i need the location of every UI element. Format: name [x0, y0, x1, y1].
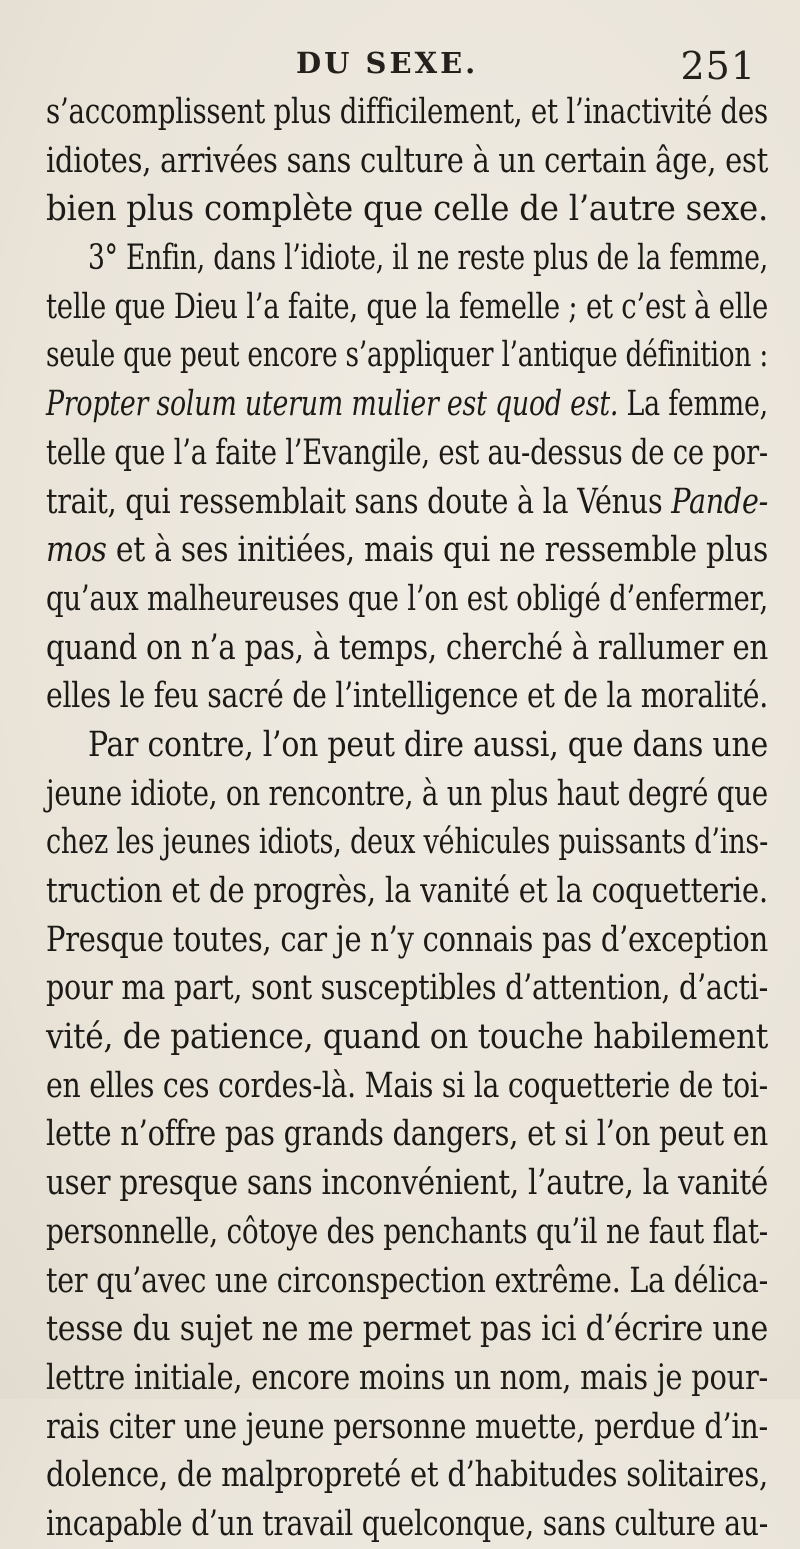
- text-line: telle que l’a faite l’Evangile, est au-dessus de ce por-: [46, 432, 768, 473]
- text-line: seule que peut encore s’appliquer l’antique définition :: [46, 335, 768, 376]
- text-line: elles le feu sacré de l’intelligence et de la moralité.: [46, 676, 769, 717]
- text-line: qu’aux malheureuses que l’on est obligé d’enfermer,: [46, 578, 769, 619]
- text-line: idiotes, arrivées sans culture à un certain âge, est: [46, 140, 768, 181]
- text-line: chez les jeunes idiots, deux véhicules puissants d’ins-: [46, 822, 769, 863]
- text-line: lettre initiale, encore moins un nom, mais je pour-: [46, 1357, 769, 1398]
- page-number: 251: [680, 44, 756, 88]
- body-text: [46, 88, 769, 1549]
- italic-text: Pande-: [671, 481, 769, 522]
- running-title: DU SEXE.: [296, 46, 479, 80]
- text-line: s’accomplissent plus difficilement, et l’inactivité des: [46, 92, 768, 132]
- pandemos-line-a: trait, qui ressemblait sans doute à la Vénus Pande-: [46, 481, 769, 522]
- text-line: ter qu’avec une circonspection extrême. La délica-: [46, 1260, 769, 1301]
- text-line: Presque toutes, car je n’y connais pas d’exception: [46, 919, 768, 960]
- text-line: personnelle, côtoye des penchants qu’il ne faut flat-: [46, 1211, 769, 1252]
- text-line: [46, 526, 769, 575]
- italic-text: mos: [46, 530, 107, 571]
- italic-text: Propter solum uterum mulier est quod est.: [46, 384, 619, 425]
- text-line: [46, 478, 769, 527]
- text-line: incapable d’un travail quelconque, sans culture au-: [46, 1503, 769, 1544]
- text-line: tesse du sujet ne me permet pas ici d’écrire une: [46, 1309, 769, 1350]
- latin-quote-line: Propter solum uterum mulier est quod est. La femme,: [46, 384, 768, 425]
- text-line: truction et de progrès, la vanité et la coquetterie.: [46, 871, 768, 911]
- pandemos-line-b: mos et à ses initiées, mais qui ne ressemble plus: [46, 530, 769, 571]
- text-line: pour ma part, sont susceptibles d’attention, d’acti-: [46, 968, 769, 1009]
- text-line: Par contre, l’on peut dire aussi, que dans une: [88, 724, 769, 765]
- text-line: quand on n’a pas, à temps, cherché à rallumer en: [46, 627, 768, 668]
- text-line: en elles ces cordes-là. Mais si la coquetterie de toi-: [46, 1065, 769, 1106]
- text-line: [46, 380, 766, 429]
- text-line: bien plus complète que celle de l’autre sexe.: [46, 189, 769, 230]
- text-line: jeune idiote, on rencontre, à un plus haut degré que: [46, 773, 768, 814]
- text-line: telle que Dieu l’a faite, que la femelle ; et c’est à elle: [46, 286, 768, 327]
- text-line: rais citer une jeune personne muette, perdue d’in-: [46, 1406, 768, 1447]
- text-line: dolence, de malpropreté et d’habitudes solitaires,: [46, 1455, 768, 1496]
- running-head: [0, 44, 800, 94]
- text-line: vité, de patience, quand on touche habilement: [46, 1017, 769, 1058]
- text-line: 3° Enfin, dans l’idiote, il ne reste plus de la femme,: [88, 238, 769, 279]
- text-line: user presque sans inconvénient, l’autre, la vanité: [46, 1163, 769, 1204]
- text-line: lette n’offre pas grands dangers, et si l’on peut en: [46, 1114, 768, 1155]
